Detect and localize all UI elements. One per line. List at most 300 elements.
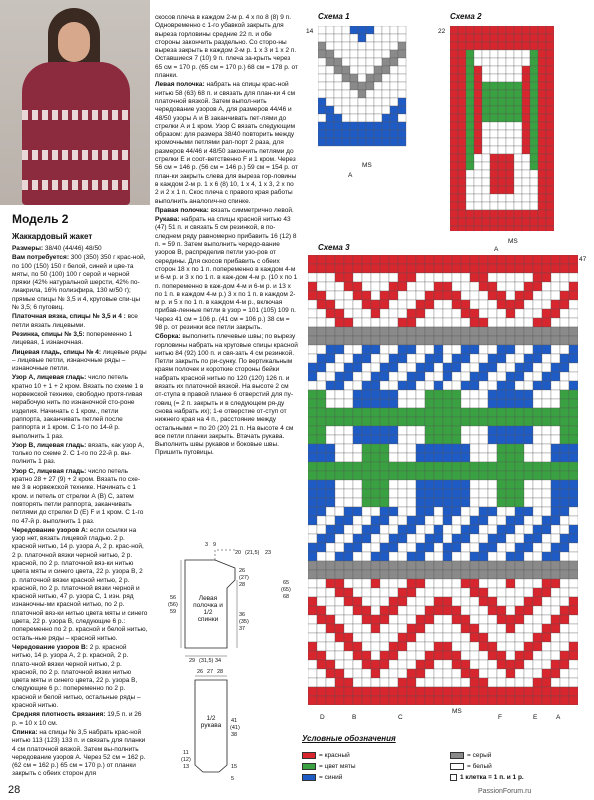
grid-cell <box>514 98 522 106</box>
grid-cell <box>522 138 530 146</box>
grid-cell <box>515 588 524 597</box>
grid-cell <box>416 534 425 543</box>
grid-cell <box>398 26 406 34</box>
grid-cell <box>515 633 524 642</box>
grid-cell <box>344 615 353 624</box>
grid-cell <box>530 194 538 202</box>
grid-cell <box>342 26 350 34</box>
grid-cell <box>498 154 506 162</box>
grid-cell <box>474 42 482 50</box>
grid-cell <box>542 471 551 480</box>
grid-cell <box>506 426 515 435</box>
grid-cell <box>434 696 443 705</box>
grid-cell <box>366 42 374 50</box>
grid-cell <box>533 309 542 318</box>
grid-cell <box>514 194 522 202</box>
grid-cell <box>524 363 533 372</box>
grid-cell <box>443 435 452 444</box>
grid-cell <box>542 363 551 372</box>
grid-cell <box>542 543 551 552</box>
grid-cell <box>353 336 362 345</box>
grid-cell <box>434 408 443 417</box>
grid-cell <box>452 606 461 615</box>
grid-cell <box>390 98 398 106</box>
grid-cell <box>425 327 434 336</box>
grid-cell <box>542 624 551 633</box>
grid-cell <box>466 178 474 186</box>
grid-cell <box>569 318 578 327</box>
grid-cell <box>416 327 425 336</box>
grid-cell <box>524 453 533 462</box>
grid-cell <box>407 489 416 498</box>
grid-cell <box>342 106 350 114</box>
grid-cell <box>569 345 578 354</box>
grid-cell <box>344 273 353 282</box>
grid-cell <box>434 579 443 588</box>
grid-cell <box>416 426 425 435</box>
grid-cell <box>407 417 416 426</box>
grid-cell <box>425 255 434 264</box>
col2-paragraph: Левая полочка: набрать на спицы крас-ной нитью 58 (63) 68 п. и связать для план-ки 4 см платочной вязкой. Затем выпол-нить чередование узоров А, для размеров 44/46 и 48/50 узоры А и В заканчивать пет-лями до стрелки А и 1 кром. Узор С вязать следующим образом: для размера 38/40 повторить между кромочными петлями рап-порт 2 раза, для размеров 44/46 и 48/50 закончить петлями до стрелки Е и соот-ветственно F и 1 кром. Через 56 см = 146 р. (56 см = 146 р.) 59 см = 154 р. от план-ки закрыть слева для выреза гор-ловины в каждом 2-м р. 1 х 6 (8) 10, 1 х 4, 1 х 3, 2 х по 2 и 2 х 1 п. Скос плеча с правого края работы выполнить аналогич-но спинке. <box>155 81 298 205</box>
grid-cell <box>416 606 425 615</box>
grid-cell <box>474 194 482 202</box>
grid-cell <box>326 282 335 291</box>
grid-cell <box>434 444 443 453</box>
grid-cell <box>425 363 434 372</box>
grid-cell <box>443 264 452 273</box>
grid-cell <box>470 552 479 561</box>
grid-cell <box>374 26 382 34</box>
grid-cell <box>380 642 389 651</box>
grid-cell <box>479 561 488 570</box>
grid-cell <box>533 597 542 606</box>
grid-cell <box>342 130 350 138</box>
grid-cell <box>366 130 374 138</box>
grid-cell <box>326 50 334 58</box>
grid-cell <box>498 42 506 50</box>
grid-cell <box>514 146 522 154</box>
grid-cell <box>506 90 514 98</box>
grid-cell <box>326 390 335 399</box>
grid-cell <box>371 453 380 462</box>
grid-cell <box>382 122 390 130</box>
grid-cell <box>461 615 470 624</box>
grid-cell <box>380 570 389 579</box>
grid-cell <box>398 122 406 130</box>
grid-cell <box>458 122 466 130</box>
grid-cell <box>335 453 344 462</box>
grid-cell <box>538 114 546 122</box>
grid-cell <box>326 606 335 615</box>
col1-paragraph: Средняя плотность вязания: 19,5 п. и 26 р. = 10 х 10 см. <box>12 711 142 727</box>
grid-cell <box>416 660 425 669</box>
grid-cell <box>374 34 382 42</box>
grid-cell <box>398 642 407 651</box>
grid-cell <box>506 186 514 194</box>
grid-cell <box>452 318 461 327</box>
grid-cell <box>458 146 466 154</box>
grid-cell <box>389 399 398 408</box>
grid-cell <box>482 226 490 231</box>
grid-cell <box>497 624 506 633</box>
grid-cell <box>551 417 560 426</box>
grid-cell <box>506 106 514 114</box>
grid-cell <box>506 178 514 186</box>
grid-cell <box>488 318 497 327</box>
grid-cell <box>317 579 326 588</box>
grid-cell <box>362 651 371 660</box>
grid-cell <box>542 291 551 300</box>
grid-cell <box>371 363 380 372</box>
grid-cell <box>542 435 551 444</box>
grid-cell <box>344 480 353 489</box>
grid-cell <box>371 309 380 318</box>
grid-cell <box>326 417 335 426</box>
grid-cell <box>506 114 514 122</box>
grid-cell <box>407 642 416 651</box>
grid-cell <box>497 480 506 489</box>
grid-cell <box>506 58 514 66</box>
grid-cell <box>371 417 380 426</box>
grid-cell <box>452 498 461 507</box>
grid-cell <box>452 597 461 606</box>
grid-cell <box>533 696 542 705</box>
grid-cell <box>569 399 578 408</box>
grid-cell <box>452 615 461 624</box>
scheme-2-title: Схема 2 <box>450 12 482 21</box>
grid-cell <box>461 462 470 471</box>
grid-cell <box>452 471 461 480</box>
grid-cell <box>452 435 461 444</box>
grid-cell <box>524 336 533 345</box>
grid-cell <box>335 354 344 363</box>
grid-cell <box>342 82 350 90</box>
grid-cell <box>398 354 407 363</box>
grid-cell <box>452 444 461 453</box>
grid-cell <box>514 122 522 130</box>
grid-cell <box>344 354 353 363</box>
grid-cell <box>358 74 366 82</box>
grid-cell <box>506 154 514 162</box>
grid-cell <box>514 66 522 74</box>
grid-cell <box>366 58 374 66</box>
grid-cell <box>522 146 530 154</box>
grid-cell <box>551 327 560 336</box>
grid-cell <box>470 561 479 570</box>
grid-cell <box>560 633 569 642</box>
grid-cell <box>514 162 522 170</box>
grid-cell <box>398 34 406 42</box>
grid-cell <box>308 660 317 669</box>
grid-cell <box>317 606 326 615</box>
grid-cell <box>425 390 434 399</box>
grid-cell <box>371 426 380 435</box>
grid-cell <box>308 687 317 696</box>
grid-cell <box>344 534 353 543</box>
grid-cell <box>353 426 362 435</box>
grid-cell <box>398 543 407 552</box>
grid-cell <box>524 687 533 696</box>
grid-cell <box>506 507 515 516</box>
grid-cell <box>458 66 466 74</box>
grid-cell <box>482 186 490 194</box>
grid-cell <box>374 90 382 98</box>
grid-cell <box>450 114 458 122</box>
grid-cell <box>434 678 443 687</box>
grid-cell <box>569 264 578 273</box>
grid-cell <box>407 570 416 579</box>
grid-cell <box>498 162 506 170</box>
grid-cell <box>533 669 542 678</box>
grid-cell <box>497 363 506 372</box>
grid-cell <box>390 58 398 66</box>
grid-cell <box>524 327 533 336</box>
grid-cell <box>474 106 482 114</box>
grid-cell <box>461 516 470 525</box>
grid-cell <box>479 480 488 489</box>
grid-cell <box>515 381 524 390</box>
grid-cell <box>452 363 461 372</box>
grid-cell <box>514 226 522 231</box>
grid-cell <box>466 130 474 138</box>
grid-cell <box>318 26 326 34</box>
grid-cell <box>498 226 506 231</box>
grid-cell <box>416 507 425 516</box>
grid-cell <box>546 74 554 82</box>
grid-cell <box>362 363 371 372</box>
grid-cell <box>498 66 506 74</box>
grid-cell <box>317 273 326 282</box>
grid-cell <box>326 507 335 516</box>
grid-cell <box>374 106 382 114</box>
grid-cell <box>466 106 474 114</box>
grid-cell <box>434 345 443 354</box>
grid-cell <box>474 154 482 162</box>
grid-cell <box>308 651 317 660</box>
grid-cell <box>524 435 533 444</box>
grid-cell <box>461 327 470 336</box>
grid-cell <box>470 669 479 678</box>
grid-cell <box>533 534 542 543</box>
grid-cell <box>335 363 344 372</box>
grid-cell <box>533 444 542 453</box>
grid-cell <box>479 417 488 426</box>
grid-cell <box>522 74 530 82</box>
grid-cell <box>380 390 389 399</box>
grid-cell <box>380 300 389 309</box>
grid-cell <box>538 210 546 218</box>
grid-cell <box>533 390 542 399</box>
grid-cell <box>560 669 569 678</box>
grid-cell <box>362 282 371 291</box>
grid-cell <box>569 453 578 462</box>
grid-cell <box>434 291 443 300</box>
grid-cell <box>350 138 358 146</box>
grid-cell <box>546 226 554 231</box>
grid-cell <box>488 534 497 543</box>
grid-cell <box>530 106 538 114</box>
grid-cell <box>466 58 474 66</box>
grid-cell <box>358 90 366 98</box>
grid-cell <box>515 462 524 471</box>
grid-cell <box>344 435 353 444</box>
grid-cell <box>497 462 506 471</box>
grid-cell <box>317 462 326 471</box>
grid-cell <box>389 381 398 390</box>
grid-cell <box>515 444 524 453</box>
grid-cell <box>490 122 498 130</box>
grid-cell <box>482 106 490 114</box>
grid-cell <box>551 372 560 381</box>
grid-cell <box>498 90 506 98</box>
grid-cell <box>344 588 353 597</box>
grid-cell <box>533 579 542 588</box>
grid-cell <box>458 170 466 178</box>
grid-cell <box>335 345 344 354</box>
grid-cell <box>538 170 546 178</box>
grid-cell <box>326 453 335 462</box>
grid-cell <box>308 282 317 291</box>
grid-cell <box>452 426 461 435</box>
grid-cell <box>398 570 407 579</box>
grid-cell <box>479 426 488 435</box>
grid-cell <box>389 255 398 264</box>
grid-cell <box>371 354 380 363</box>
grid-cell <box>515 498 524 507</box>
grid-cell <box>452 291 461 300</box>
grid-cell <box>482 26 490 34</box>
grid-cell <box>490 146 498 154</box>
model-subheading: Жаккардовый жакет <box>12 232 93 241</box>
grid-cell <box>474 130 482 138</box>
grid-cell <box>326 498 335 507</box>
grid-cell <box>362 687 371 696</box>
grid-cell <box>335 534 344 543</box>
grid-cell <box>514 90 522 98</box>
grid-cell <box>389 642 398 651</box>
grid-cell <box>506 300 515 309</box>
grid-cell <box>569 444 578 453</box>
grid-cell <box>488 606 497 615</box>
grid-cell <box>334 66 342 74</box>
col2-paragraph: скосов плеча в каждом 2-м р. 4 х по 8 (8) 9 п. Одновременно с 1-го убавкой закрыть для выреза горловины средние 22 п. и обе стороны закончить раздельно. Со сторо-ны выреза закрыть в каждом 2-м р. 1 х 3 и 1 х 2 п. Оставшиеся 7 (10) 9 п. плеча за-крыть через 65 см = 170 р. (65 см = 170 р.) 68 см = 178 р. от планки. <box>155 14 298 80</box>
grid-cell <box>506 651 515 660</box>
grid-cell <box>524 633 533 642</box>
grid-cell <box>551 444 560 453</box>
grid-cell <box>514 170 522 178</box>
grid-cell <box>538 82 546 90</box>
grid-cell <box>488 696 497 705</box>
grid-cell <box>470 588 479 597</box>
grid-cell <box>353 633 362 642</box>
grid-cell <box>434 516 443 525</box>
grid-cell <box>416 336 425 345</box>
grid-cell <box>366 66 374 74</box>
grid-cell <box>416 300 425 309</box>
grid-cell <box>542 525 551 534</box>
grid-cell <box>434 363 443 372</box>
grid-cell <box>533 480 542 489</box>
grid-cell <box>335 336 344 345</box>
grid-cell <box>546 138 554 146</box>
grid-cell <box>326 678 335 687</box>
grid-cell <box>434 327 443 336</box>
grid-cell <box>452 462 461 471</box>
grid-cell <box>425 399 434 408</box>
grid-cell <box>308 318 317 327</box>
grid-cell <box>443 552 452 561</box>
grid-cell <box>530 66 538 74</box>
grid-cell <box>542 381 551 390</box>
grid-cell <box>371 399 380 408</box>
grid-cell <box>382 50 390 58</box>
grid-cell <box>479 633 488 642</box>
grid-cell <box>335 381 344 390</box>
grid-cell <box>450 194 458 202</box>
grid-cell <box>353 579 362 588</box>
grid-cell <box>461 381 470 390</box>
grid-cell <box>335 633 344 642</box>
grid-cell <box>308 561 317 570</box>
grid-cell <box>317 651 326 660</box>
grid-cell <box>479 498 488 507</box>
grid-cell <box>434 399 443 408</box>
grid-cell <box>506 336 515 345</box>
grid-cell <box>488 399 497 408</box>
grid-cell <box>506 597 515 606</box>
grid-cell <box>374 66 382 74</box>
grid-cell <box>350 130 358 138</box>
grid-cell <box>461 606 470 615</box>
grid-cell <box>335 291 344 300</box>
grid-cell <box>524 543 533 552</box>
grid-cell <box>497 336 506 345</box>
grid-cell <box>479 489 488 498</box>
grid-cell <box>479 408 488 417</box>
grid-cell <box>498 98 506 106</box>
grid-cell <box>416 552 425 561</box>
grid-cell <box>434 264 443 273</box>
grid-cell <box>498 146 506 154</box>
grid-cell <box>326 462 335 471</box>
grid-cell <box>362 372 371 381</box>
grid-cell <box>542 570 551 579</box>
grid-cell <box>425 552 434 561</box>
grid-cell <box>353 498 362 507</box>
grid-cell <box>498 194 506 202</box>
grid-cell <box>452 552 461 561</box>
grid-cell <box>479 345 488 354</box>
grid-cell <box>466 90 474 98</box>
grid-cell <box>374 130 382 138</box>
grid-cell <box>371 552 380 561</box>
grid-cell <box>308 480 317 489</box>
grid-cell <box>551 687 560 696</box>
grid-cell <box>474 226 482 231</box>
grid-cell <box>458 58 466 66</box>
grid-cell <box>308 363 317 372</box>
grid-cell <box>443 507 452 516</box>
grid-cell <box>389 462 398 471</box>
grid-cell <box>380 435 389 444</box>
grid-cell <box>470 372 479 381</box>
grid-cell <box>490 114 498 122</box>
grid-cell <box>389 417 398 426</box>
grid-cell <box>443 255 452 264</box>
grid-cell <box>342 90 350 98</box>
grid-cell <box>461 687 470 696</box>
scheme-3-arrow-label: F <box>498 714 502 721</box>
